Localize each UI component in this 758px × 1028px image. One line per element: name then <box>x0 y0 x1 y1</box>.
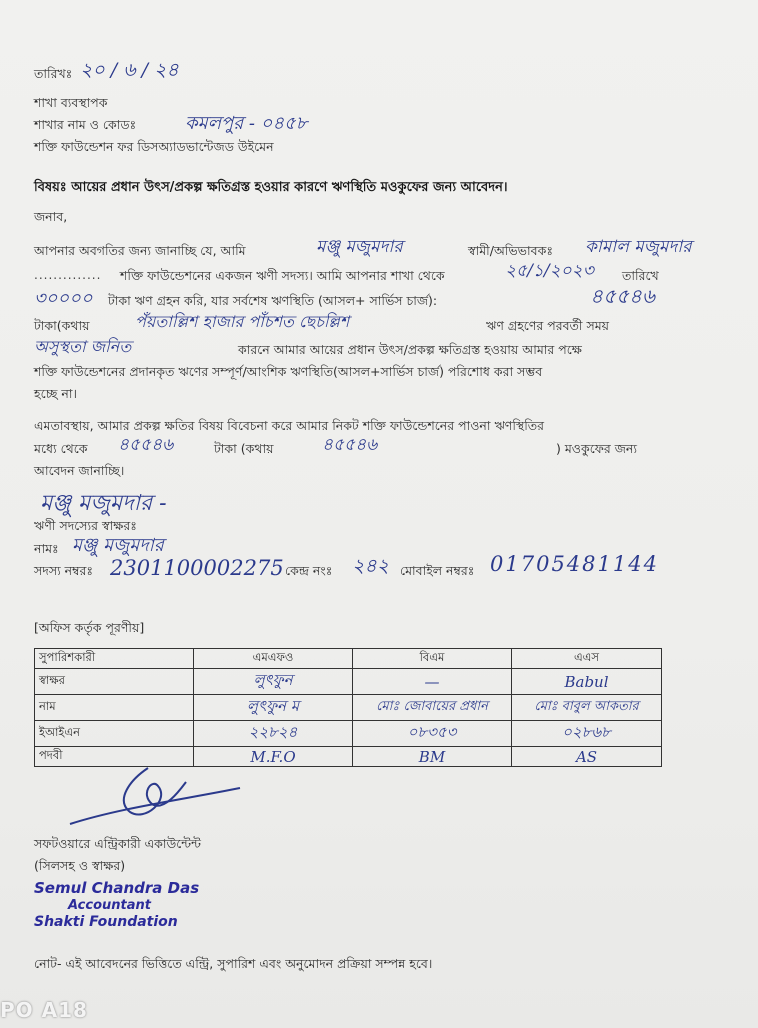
balance-words-hand: পঁয়তাল্লিশ হাজার পাঁচশত ছেচল্লিশ <box>135 312 350 331</box>
body-line-3a: টাকা ঋণ গ্রহন করি, যার সর্বশেষ ঋণস্থিতি (আসল+ সার্ভিস চার্জ): <box>108 293 438 308</box>
row-label: পদবী <box>35 747 194 767</box>
table-cell: ২২৮২৪ <box>194 721 353 747</box>
kendra-label: কেন্দ্র নংঃ <box>285 563 333 578</box>
member-no-label: সদস্য নম্বরঃ <box>34 563 94 578</box>
table-cell: লুৎফুন ম <box>194 695 353 721</box>
accountant-stamp <box>34 880 199 931</box>
table-cell: মোঃ জোবায়ের প্রধান <box>353 695 512 721</box>
body-line-2b: তারিখে <box>622 268 659 283</box>
reason-hand: অসুস্থতা জনিত <box>34 337 132 356</box>
body-line-2a: শক্তি ফাউন্ডেশনের একজন ঋণী সদস্য। আমি আপনার শাখা থেকে <box>120 268 445 283</box>
loan-date-hand: ২৫/১/২০২৩ <box>505 261 594 281</box>
request-line-1: এমতাবস্থায়, আমার প্রকল্প ক্ষতির বিষয় বিবেচনা করে আমার নিকট শক্তি ফাউন্ডেশনের পাওনা ঋণস্থিতির <box>34 418 545 433</box>
header-cell: এএস <box>512 649 662 669</box>
waiver-words-hand: ৪৫৫৪৬ <box>322 435 378 455</box>
accountant-signature-mark <box>60 760 250 832</box>
table-cell: ০২৮৬৮ <box>512 721 662 747</box>
guardian-name-hand: কামাল মজুমদার <box>585 237 692 257</box>
row-label: ইআইএন <box>35 721 194 747</box>
camera-watermark: PO A18 <box>0 998 88 1022</box>
request-line-3: আবেদন জানাচ্ছি। <box>34 463 125 478</box>
balance-hand: ৪৫৫৪৬ <box>590 284 655 308</box>
header-cell: এমএফও <box>194 649 353 669</box>
accountant-role: সফটওয়ারে এন্ট্রিকারী একাউন্টেন্ট <box>34 836 201 851</box>
member-signature: মঞ্জু মজুমদার - <box>40 491 167 516</box>
member-no-hand: 2301100002275 <box>110 556 284 580</box>
request-line-2b: টাকা (কথায় <box>214 441 274 456</box>
manager-line: শাখা ব্যবস্থাপক <box>34 95 108 110</box>
member-name-hand: মঞ্জু মজুমদার <box>72 535 164 556</box>
table-row <box>35 721 662 747</box>
request-line-2c: ) মওকুফের জন্য <box>556 441 638 456</box>
header-cell: সুপারিশকারী <box>35 649 194 669</box>
stamp-role: Accountant <box>68 898 151 913</box>
office-table <box>34 648 662 767</box>
request-line-2a: মধ্যে থেকে <box>34 441 88 456</box>
body-line-1b: স্বামী/অভিভাবকঃ <box>468 243 553 258</box>
member-name-label: নামঃ <box>34 541 59 556</box>
header-cell: বিএম <box>353 649 512 669</box>
table-row <box>35 695 662 721</box>
body-line-4a: টাকা(কথায় <box>34 318 90 333</box>
table-row <box>35 669 662 695</box>
org-line: শক্তি ফাউন্ডেশন ফর ডিসঅ্যাডভান্টেজড উইমেন <box>34 139 274 154</box>
body-line-1a: আপনার অবগতির জন্য জানাচ্ছি যে, আমি <box>34 243 246 258</box>
branch-label: শাখার নাম ও কোডঃ <box>34 117 137 132</box>
body-line-4b: ঋণ গ্রহণের পরবর্তী সময় <box>486 318 610 333</box>
table-cell: M.F.O <box>194 747 353 767</box>
row-label: স্বাক্ষর <box>35 669 194 695</box>
table-cell: AS <box>512 747 662 767</box>
mobile-hand: 01705481144 <box>490 552 659 576</box>
salutation: জনাব, <box>34 209 68 224</box>
stamp-org: Shakti Foundation <box>34 914 178 930</box>
mobile-label: মোবাইল নম্বরঃ <box>400 563 475 578</box>
applicant-name-hand: মঞ্জু মজুমদার <box>316 237 403 257</box>
member-sig-label: ঋণী সদস্যের স্বাক্ষরঃ <box>34 518 137 533</box>
stamp-name: Semul Chandra Das <box>34 879 200 897</box>
branch-value: কমলপুর - ০৪৫৮ <box>185 113 308 134</box>
note-line: নোট- এই আবেদনের ভিত্তিতে এন্ট্রি, সুপারিশ এবং অনুমোদন প্রক্রিয়া সম্পন্ন হবে। <box>34 956 433 971</box>
date-value: ২০ / ৬ / ২৪ <box>80 59 179 81</box>
table-cell: মোঃ বাবুল আকতার <box>512 695 662 721</box>
kendra-hand: ২৪২ <box>352 555 390 577</box>
date-label: তারিখঃ <box>34 66 73 81</box>
table-cell: Babul <box>512 669 662 695</box>
subject-line: বিষয়ঃ আয়ের প্রধান উৎস/প্রকল্প ক্ষতিগ্রস্ত হওয়ার কারণে ঋণস্থিতি মওকুফের জন্য আবেদন। <box>34 180 508 195</box>
table-cell: — <box>353 669 512 695</box>
table-cell: লুৎফুন <box>194 669 353 695</box>
loan-amount-hand: ৩০০০০ <box>34 288 93 309</box>
table-cell: ০৮৩৫৩ <box>353 721 512 747</box>
body-line-6: শক্তি ফাউন্ডেশনের প্রদানকৃত ঋণের সম্পূর্ণ/আংশিক ঋণস্থিতি(আসল+সার্ভিস চার্জ) পরিশোধ করা সম্ভব <box>34 364 543 379</box>
row-label: নাম <box>35 695 194 721</box>
table-cell: BM <box>353 747 512 767</box>
body-line-7: হচ্ছে না। <box>34 386 77 401</box>
body-line-5a: কারনে আমার আয়ের প্রধান উৎস/প্রকল্প ক্ষতিগ্রস্ত হওয়ায় আমার পক্ষে <box>238 342 582 357</box>
waiver-amount-hand: ৪৫৫৪৬ <box>118 435 174 455</box>
accountant-seal-line: (সিলসহ ও স্বাক্ষর) <box>34 858 126 873</box>
office-title: [অফিস কর্তৃক পূরণীয়] <box>34 620 145 635</box>
table-row <box>35 649 662 669</box>
body-line-2-dots: .............. <box>34 268 102 282</box>
